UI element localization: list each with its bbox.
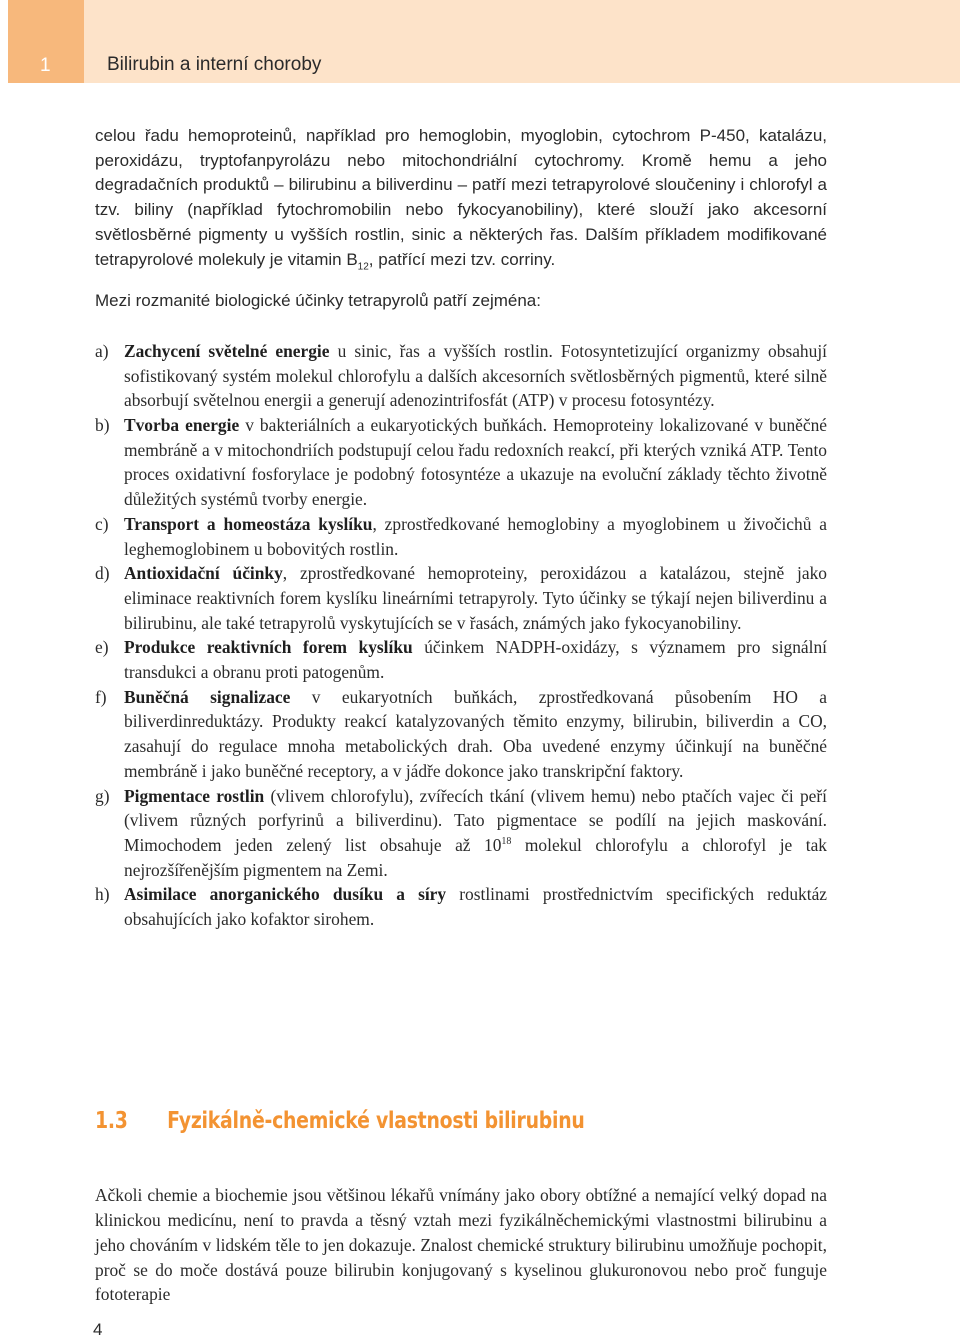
chapter-number: 1	[40, 55, 51, 76]
list-marker: d)	[95, 563, 110, 584]
effects-list	[95, 339, 827, 932]
list-item: d) Antioxidační účinky, zprostředkované hemoproteiny, peroxidázou a katalázou, stejně jako eliminace reaktivních forem kyslíku lineárními tetrapyroly. Tyto účinky se týkají nejen biliverdinu a bilirubinu, ale také tetrapyrolů vyskytujících se v řasách, známých jako fykocyanobiliny.	[95, 563, 827, 633]
superscript: 18	[501, 836, 512, 848]
item-heading: Tvorba energie	[124, 415, 240, 436]
list-marker: c)	[95, 513, 109, 534]
list-item: b) Tvorba energie v bakteriálních a eukaryotických buňkách. Hemoproteiny lokalizované v buněčné membráně a v mitochondriích podstupují celou řadu redoxních reakcí, při kterých vzniká ATP. Tento proces oxidativní fosforylace je podobný fotosyntéze a ukazuje na evoluční základy těchto životně důležitých systémů tvorby energie.	[95, 415, 828, 510]
item-heading: Zachycení světelné energie	[124, 340, 330, 361]
list-item: h) Asimilace anorganického dusíku a síry rostlinami prostřednictvím specifických reduktáz obsahujících jako kofaktor sirohem.	[95, 884, 828, 930]
list-item: c) Transport a homeostáza kyslíku, zprostředkované hemoglobiny a myoglobinem u živočichů a leghemoglobinem u bobovitých rostlin.	[95, 513, 827, 559]
list-item: g) Pigmentace rostlin (vlivem chlorofylu), zvířecích tkání (vlivem hemu) nebo ptačích vajec či peří (vlivem různých porfyrinů a biliverdinu). Tato pigmentace se podílí na jejich maskování. Mimochodem jeden zelený list obsahuje až $10^{18}$ molekul chlorofylu a chlorofyl je tak nejrozšířenějším pigmentem na Zemi.	[95, 785, 827, 880]
item-heading: Antioxidační účinky	[124, 563, 283, 584]
list-marker: f)	[95, 686, 107, 707]
list-intro: Mezi rozmanité biologické účinky tetrapyrolů patří zejména:	[95, 291, 541, 311]
list-marker: e)	[95, 637, 109, 658]
list-marker: a)	[95, 340, 109, 361]
section-title: Fyzikálně-chemické vlastnosti bilirubinu	[167, 1108, 585, 1134]
item-heading: Asimilace anorganického dusíku a síry	[124, 884, 447, 905]
body-content	[95, 124, 827, 932]
chapter-number-tab	[8, 0, 84, 83]
section-paragraph: Ačkoli chemie a biochemie jsou většinou lékařů vnímány jako obory obtížné a nemající velký dopad na klinickou medicínu, není to pravda a těsný vztah mezi fyzikálněchemickými vlastnostmi bilirubinu a jeho chováním v lidském těle to jen dokazuje. Znalost chemické struktury bilirubinu umožňuje pochopit, proč se do moče dostává pouze bilirubin konjugovaný s kyselinou glukuronovou nebo proč funguje fototerapie	[95, 1185, 827, 1305]
item-heading: Buněčná signalizace	[124, 686, 291, 707]
item-heading: Transport a homeostáza kyslíku	[124, 513, 373, 534]
subscript: 12	[357, 260, 369, 272]
page-number: 4	[93, 1320, 103, 1339]
list-item: f) Buněčná signalizace v eukaryotních buňkách, zprostředkovaná působením HO a biliverdinreduktázy. Produkty reakcí katalyzovaných těmito enzymy, bilirubin, biliverdin a CO, zasahují do regulace mnoha metabolických drah. Oba uvedené enzymy účinkují na buněčné membráně i jako buněčné receptory, a v jádře dokonce jako transkripční faktory.	[95, 686, 827, 781]
list-marker: b)	[95, 415, 110, 436]
item-heading: Pigmentace rostlin	[124, 785, 265, 806]
list-item: e) Produkce reaktivních forem kyslíku účinkem NADPH-oxidázy, s významem pro signální transdukci a obranu proti patogenům.	[95, 637, 827, 683]
section-number: 1.3	[95, 1108, 128, 1134]
chapter-title: Bilirubin a interní choroby	[107, 54, 322, 75]
chapter-header	[84, 0, 960, 83]
item-heading: Produkce reaktivních forem kyslíku	[124, 637, 413, 658]
list-marker: h)	[95, 884, 110, 905]
section-heading	[95, 1108, 585, 1134]
list-marker: g)	[95, 785, 110, 806]
list-item: a) Zachycení světelné energie u sinic, řas a vyšších rostlin. Fotosyntetizující organizmy obsahují sofistikovaný systém molekul chlorofylu a dalších akcesorních světlosběrných pigmentů, které silně absorbují světelnou energii a generují adenozintrifosfát (ATP) v procesu fotosyntézy.	[95, 340, 827, 411]
intro-paragraph: celou řadu hemoproteinů, například pro hemoglobin, myoglobin, cytochrom P-450, katalázu, peroxidázu, tryptofanpyrolázu nebo mitochondriální cytochromy. Kromě hemu a jeho degradačních produktů – bilirubinu a biliverdinu – patří mezi tetrapyrolové sloučeniny i chlorofyl a tzv. biliny (například fytochromobilin nebo fykocyanobiliny), které slouží jako akcesorní světlosběrné pigmenty u vyšších rostlin, sinic a některých řas. Dalším příkladem modifikované tetrapyrolové molekuly je vitamin $B_{12}$, patřící mezi tzv. corriny.	[95, 126, 827, 272]
